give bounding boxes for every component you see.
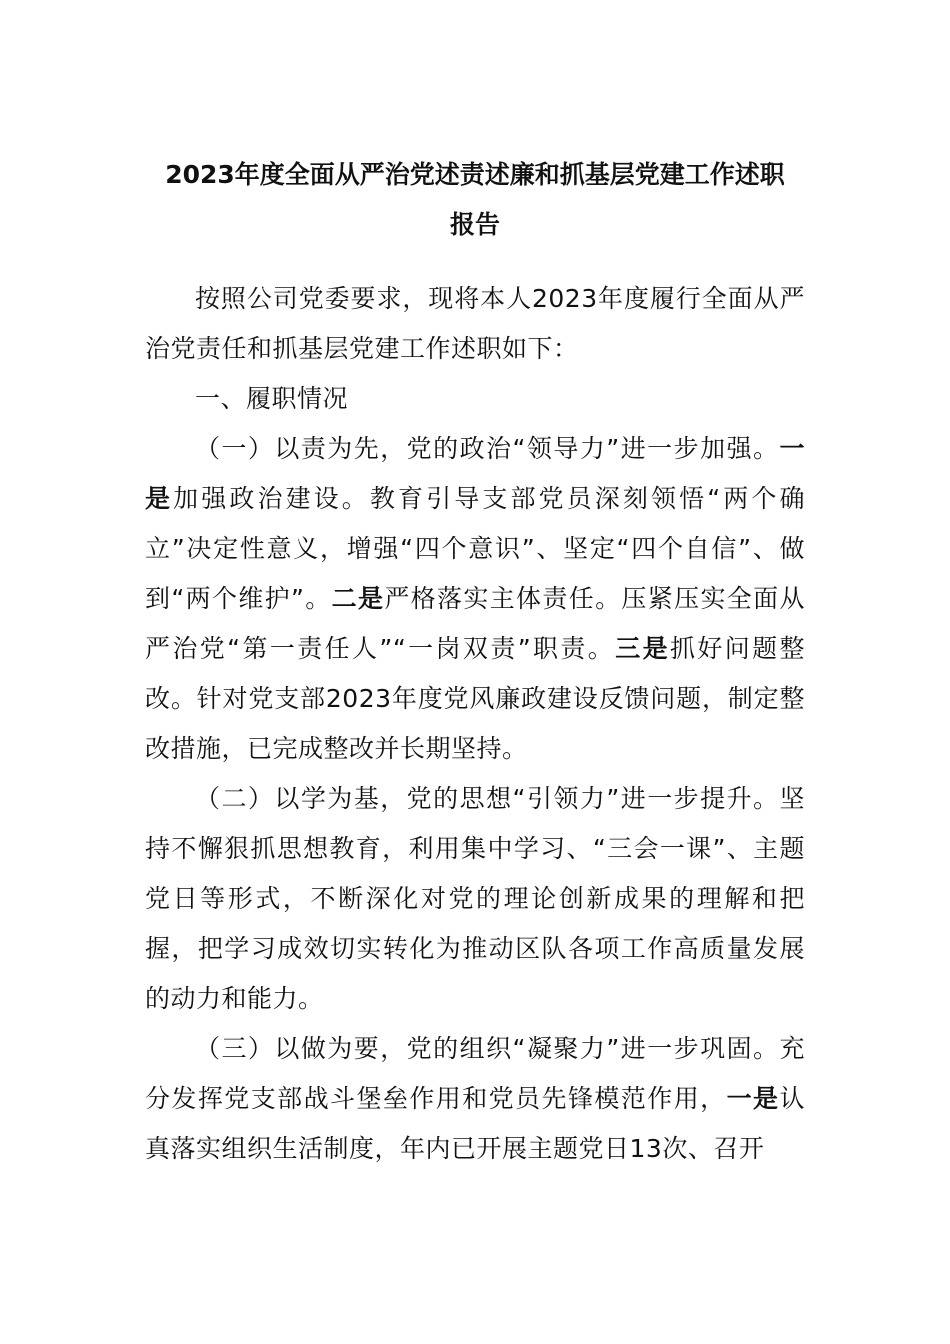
point-text-4: 认真落实组织生活制度，年内已开展主题党日13次、召开 xyxy=(145,1084,805,1163)
point-text-2: 严格落实主体责任。压紧压实全面从严治党“第一责任人”“一岗双责”职责。 xyxy=(145,584,805,663)
point-text-1: 加强政治建设。教育引导支部党员深刻领悟“两个确立”决定性意义，增强“四个意识”、坚定“四个自信”、做到“两个维护”。 xyxy=(145,484,805,613)
paragraph-ideological-leadership: （二）以学为基，党的思想“引领力”进一步提升。坚持不懈狠抓思想教育，利用集中学习、“三会一课”、主题党日等形式，不断深化对党的理论创新成果的理解和把握，把学习成效切实转化为推动区队各项工作高质量发展的动力和能力。 xyxy=(145,784,805,1013)
paragraph-organizational-cohesion xyxy=(145,1024,805,1174)
subheading-1: （一）以责为先，党的政治“领导力”进一步加强。 xyxy=(195,434,780,463)
subheading-3-text: （三）以做为要，党的组织“凝聚力”进一步巩固。充分发挥党支部战斗堡垒作用和党员先锋模范作用， xyxy=(145,1034,805,1113)
intro-paragraph: 按照公司党委要求，现将本人2023年度履行全面从严治党责任和抓基层党建工作述职如下： xyxy=(145,284,805,363)
point-text-3: 抓好问题整改。针对党支部2023年度党风廉政建设反馈问题，制定整改措施，已完成整改并长期坚持。 xyxy=(145,634,805,763)
title-line-1: 2023年度全面从严治党述责述廉和抓基层党建工作述职 xyxy=(165,160,785,189)
section-heading-performance: 一、履职情况 xyxy=(195,384,349,413)
point-marker-4: 一是 xyxy=(726,1084,780,1113)
title-line-2: 报告 xyxy=(449,210,500,239)
point-marker-1: 一是 xyxy=(145,434,805,513)
document-title xyxy=(145,150,805,250)
paragraph-political-leadership xyxy=(145,424,805,774)
document-body xyxy=(145,150,805,1174)
point-marker-2: 二是 xyxy=(331,584,385,613)
point-marker-3: 三是 xyxy=(615,634,670,663)
